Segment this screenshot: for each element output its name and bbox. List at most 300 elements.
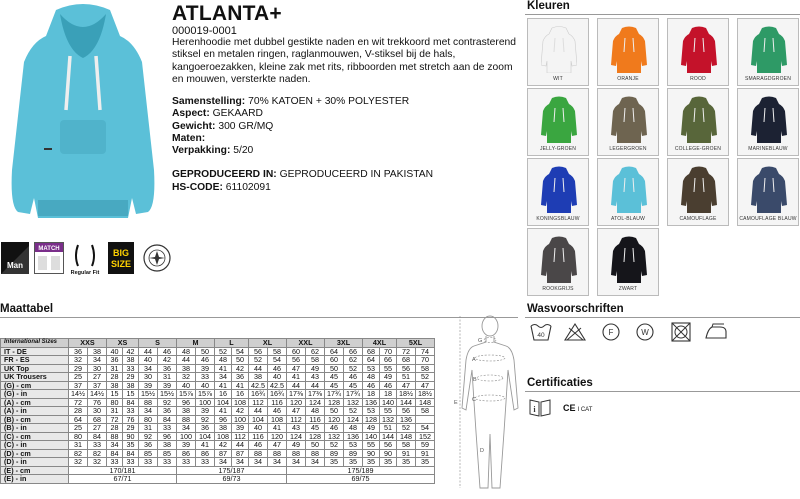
table-cell: 69/75 bbox=[287, 475, 435, 484]
table-cell: 120 bbox=[268, 432, 287, 441]
color-swatch[interactable] bbox=[667, 158, 729, 226]
table-cell: 144 bbox=[380, 432, 397, 441]
table-cell: 40 bbox=[177, 381, 196, 390]
table-cell: 58 bbox=[268, 347, 287, 356]
table-cell: 34 bbox=[306, 458, 325, 467]
size-header-cell: M bbox=[177, 339, 215, 348]
table-cell: 140 bbox=[380, 398, 397, 407]
table-cell: 15½ bbox=[139, 390, 158, 399]
hoodie-icon bbox=[541, 235, 577, 283]
table-cell: 31 bbox=[158, 373, 177, 382]
table-cell: 45 bbox=[306, 424, 325, 433]
table-cell: 35 bbox=[123, 441, 139, 450]
table-cell: 96 bbox=[215, 415, 232, 424]
table-cell: 28 bbox=[107, 424, 123, 433]
table-cell: 38 bbox=[123, 381, 139, 390]
table-cell: 42 bbox=[232, 364, 249, 373]
size-header-cell: XXS bbox=[69, 339, 107, 348]
no-tumble-dry-icon bbox=[670, 322, 692, 342]
table-cell: 48 bbox=[363, 373, 380, 382]
table-cell: 116 bbox=[268, 398, 287, 407]
table-cell: 30 bbox=[139, 373, 158, 382]
table-cell: 89 bbox=[325, 449, 344, 458]
regular-fit-badge bbox=[70, 242, 100, 274]
product-title: ATLANTA+ bbox=[172, 2, 282, 25]
table-cell: 55 bbox=[380, 407, 397, 416]
table-cell: 42.5 bbox=[268, 381, 287, 390]
table-cell: 86 bbox=[177, 449, 196, 458]
kleuren-divider bbox=[525, 14, 800, 15]
table-cell: 33 bbox=[196, 373, 215, 382]
table-cell: 104 bbox=[196, 432, 215, 441]
table-cell: 124 bbox=[287, 432, 306, 441]
row-label: UK Top bbox=[1, 364, 69, 373]
row-label: (D) - cm bbox=[1, 449, 69, 458]
table-cell: 40 bbox=[249, 424, 268, 433]
table-cell: 38 bbox=[177, 407, 196, 416]
table-cell: 38 bbox=[107, 381, 123, 390]
color-swatch[interactable] bbox=[527, 158, 589, 226]
size-table bbox=[0, 338, 435, 484]
table-cell: 80 bbox=[107, 398, 123, 407]
table-cell: 31 bbox=[107, 364, 123, 373]
swatch-label: JELLY-GROEN bbox=[539, 146, 577, 152]
table-cell: 120 bbox=[287, 398, 306, 407]
row-label: (B) - cm bbox=[1, 415, 69, 424]
spec-geproduceerd: GEPRODUCEERD IN: GEPRODUCEERD IN PAKISTAN bbox=[172, 169, 434, 181]
table-cell: 87 bbox=[215, 449, 232, 458]
table-cell: 88 bbox=[306, 449, 325, 458]
spec-aspect: Aspect: GEKAARD bbox=[172, 108, 263, 120]
svg-text:C: C bbox=[472, 397, 476, 403]
table-cell: 41 bbox=[215, 381, 232, 390]
row-label: (D) - in bbox=[1, 458, 69, 467]
table-cell: 70 bbox=[416, 356, 435, 365]
table-cell: 90 bbox=[380, 449, 397, 458]
table-cell: 50 bbox=[325, 407, 344, 416]
table-cell: 33 bbox=[123, 364, 139, 373]
table-cell: 148 bbox=[416, 398, 435, 407]
table-cell: 28 bbox=[107, 373, 123, 382]
table-cell: 87 bbox=[232, 449, 249, 458]
table-cell: 47 bbox=[287, 364, 306, 373]
table-cell: 82 bbox=[88, 449, 107, 458]
table-cell: 175/187 bbox=[177, 466, 287, 475]
table-cell: 18½ bbox=[416, 390, 435, 399]
hoodie-icon bbox=[751, 165, 787, 213]
table-cell: 46 bbox=[196, 356, 215, 365]
table-cell: 31 bbox=[69, 441, 88, 450]
table-cell: 44 bbox=[177, 356, 196, 365]
spec-maten: Maten: bbox=[172, 132, 206, 144]
table-cell: 48 bbox=[177, 347, 196, 356]
table-cell: 88 bbox=[287, 449, 306, 458]
table-cell: 52 bbox=[344, 364, 363, 373]
table-cell: 38 bbox=[177, 364, 196, 373]
table-cell: 108 bbox=[232, 398, 249, 407]
table-cell: 44 bbox=[249, 364, 268, 373]
color-swatch[interactable] bbox=[597, 158, 659, 226]
svg-text:W: W bbox=[641, 328, 649, 337]
table-cell: 132 bbox=[325, 432, 344, 441]
table-cell: 50 bbox=[196, 347, 215, 356]
big-size-badge bbox=[108, 242, 134, 274]
color-swatch[interactable] bbox=[737, 88, 799, 156]
table-cell: 58 bbox=[306, 356, 325, 365]
table-cell: 51 bbox=[397, 373, 416, 382]
kleuren-title: Kleuren bbox=[527, 0, 570, 12]
table-cell: 152 bbox=[416, 432, 435, 441]
row-label: (C) - in bbox=[1, 441, 69, 450]
table-cell: 35 bbox=[363, 458, 380, 467]
hoodie-icon bbox=[751, 95, 787, 143]
table-cell: 84 bbox=[123, 449, 139, 458]
table-cell: 140 bbox=[363, 432, 380, 441]
table-cell: 46 bbox=[325, 424, 344, 433]
table-cell: 42 bbox=[215, 441, 232, 450]
table-cell: 62 bbox=[344, 356, 363, 365]
table-cell: 30 bbox=[88, 364, 107, 373]
table-cell: 34 bbox=[249, 458, 268, 467]
table-cell: 46 bbox=[249, 441, 268, 450]
table-cell: 86 bbox=[196, 449, 215, 458]
table-cell: 92 bbox=[139, 432, 158, 441]
table-cell: 47 bbox=[287, 407, 306, 416]
table-cell: 46 bbox=[268, 364, 287, 373]
table-cell: 41 bbox=[215, 364, 232, 373]
row-label: (A) - in bbox=[1, 407, 69, 416]
dryclean-f-icon bbox=[600, 322, 622, 342]
table-cell: 15 bbox=[123, 390, 139, 399]
table-cell: 116 bbox=[306, 415, 325, 424]
table-cell: 76 bbox=[123, 415, 139, 424]
table-cell: 53 bbox=[363, 364, 380, 373]
wasvoorschriften-title: Wasvoorschriften bbox=[527, 303, 624, 315]
color-swatch[interactable] bbox=[597, 88, 659, 156]
table-cell: 64 bbox=[69, 415, 88, 424]
table-cell: 25 bbox=[69, 424, 88, 433]
table-cell: 39 bbox=[139, 381, 158, 390]
color-swatch[interactable] bbox=[667, 18, 729, 86]
table-cell: 27 bbox=[88, 373, 107, 382]
svg-text:MATCH: MATCH bbox=[38, 246, 60, 252]
table-cell: 124 bbox=[306, 398, 325, 407]
table-cell: 41 bbox=[268, 424, 287, 433]
table-cell: 112 bbox=[232, 432, 249, 441]
table-cell: 48 bbox=[344, 424, 363, 433]
table-cell: 40 bbox=[268, 373, 287, 382]
color-swatch[interactable] bbox=[737, 18, 799, 86]
table-cell: 14½ bbox=[88, 390, 107, 399]
table-cell: 175/189 bbox=[287, 466, 435, 475]
svg-text:Man: Man bbox=[7, 261, 23, 270]
table-cell: 112 bbox=[287, 415, 306, 424]
swatch-label: LEGERGROEN bbox=[609, 146, 647, 152]
table-cell: 54 bbox=[268, 356, 287, 365]
row-label: (A) - cm bbox=[1, 398, 69, 407]
table-row bbox=[1, 424, 435, 433]
table-cell: 52 bbox=[416, 373, 435, 382]
table-cell: 90 bbox=[123, 432, 139, 441]
swatch-label: COLLEGE-GROEN bbox=[674, 146, 722, 152]
table-cell: 35 bbox=[380, 458, 397, 467]
table-cell: 52 bbox=[215, 347, 232, 356]
table-cell: 33 bbox=[123, 458, 139, 467]
table-cell: 38 bbox=[158, 441, 177, 450]
table-cell: 62 bbox=[306, 347, 325, 356]
certificaties-divider bbox=[525, 391, 800, 392]
info-book-icon bbox=[529, 397, 551, 417]
swatch-label: KONINGSBLAUW bbox=[536, 216, 580, 222]
table-cell: 40 bbox=[196, 381, 215, 390]
table-cell: 49 bbox=[287, 441, 306, 450]
table-cell: 88 bbox=[107, 432, 123, 441]
table-cell: 25 bbox=[69, 373, 88, 382]
table-row bbox=[1, 373, 435, 382]
table-cell: 42.5 bbox=[249, 381, 268, 390]
table-cell: 17⅜ bbox=[287, 390, 306, 399]
table-cell: 90 bbox=[363, 449, 380, 458]
seal-icon bbox=[142, 242, 172, 274]
size-header-cell: 5XL bbox=[397, 339, 435, 348]
svg-text:E: E bbox=[454, 400, 458, 406]
table-cell: 37 bbox=[69, 381, 88, 390]
color-swatch[interactable] bbox=[597, 228, 659, 296]
table-cell: 72 bbox=[397, 347, 416, 356]
body-diagram bbox=[452, 312, 522, 494]
table-cell: 18 bbox=[380, 390, 397, 399]
table-cell: 39 bbox=[196, 407, 215, 416]
table-cell: 14½ bbox=[69, 390, 88, 399]
certificaties-title: Certificaties bbox=[527, 377, 593, 389]
table-cell: 100 bbox=[196, 398, 215, 407]
table-cell: 35 bbox=[344, 458, 363, 467]
size-header-label: International Sizes bbox=[1, 339, 69, 348]
spec-samenstelling: Samenstelling: 70% KATOEN + 30% POLYESTER bbox=[172, 96, 410, 107]
table-cell: 132 bbox=[344, 398, 363, 407]
table-cell: 68 bbox=[88, 415, 107, 424]
wasvoorschriften-divider bbox=[525, 317, 800, 318]
table-cell: 34 bbox=[215, 458, 232, 467]
table-cell: 52 bbox=[344, 407, 363, 416]
table-cell: 59 bbox=[416, 441, 435, 450]
row-label: (G) - in bbox=[1, 390, 69, 399]
table-cell: 68 bbox=[363, 347, 380, 356]
hoodie-icon bbox=[681, 95, 717, 143]
swatch-label: ORANJE bbox=[617, 76, 639, 82]
table-cell: 34 bbox=[268, 458, 287, 467]
table-cell: 52 bbox=[325, 441, 344, 450]
color-swatch[interactable] bbox=[737, 158, 799, 226]
table-cell: 170/181 bbox=[69, 466, 177, 475]
size-header-cell: XXL bbox=[287, 339, 325, 348]
table-cell: 47 bbox=[416, 381, 435, 390]
swatch-label: WIT bbox=[553, 76, 563, 82]
svg-text:F: F bbox=[608, 328, 614, 337]
table-cell: 116 bbox=[249, 432, 268, 441]
ce-mark: CE I CAT bbox=[563, 403, 593, 413]
table-cell: 66 bbox=[344, 347, 363, 356]
table-cell: 72 bbox=[107, 415, 123, 424]
color-swatch[interactable] bbox=[597, 18, 659, 86]
svg-text:B: B bbox=[473, 377, 477, 383]
table-cell: 44 bbox=[306, 381, 325, 390]
table-cell: 41 bbox=[215, 407, 232, 416]
table-cell: 91 bbox=[397, 449, 416, 458]
row-label: (E) - cm bbox=[1, 466, 69, 475]
svg-text:i: i bbox=[533, 405, 536, 414]
table-cell: 48 bbox=[306, 407, 325, 416]
table-cell: 132 bbox=[380, 415, 397, 424]
table-cell: 136 bbox=[397, 415, 416, 424]
table-cell: 56 bbox=[380, 441, 397, 450]
spec-verpakking: Verpakking: 5/20 bbox=[172, 145, 254, 157]
table-cell: 55 bbox=[380, 364, 397, 373]
table-cell: 54 bbox=[232, 347, 249, 356]
table-cell: 32 bbox=[69, 356, 88, 365]
row-label: (B) - in bbox=[1, 424, 69, 433]
table-cell: 41 bbox=[196, 441, 215, 450]
table-cell: 29 bbox=[123, 373, 139, 382]
hoodie-icon bbox=[611, 235, 647, 283]
swatch-label: ATOL-BLAUW bbox=[610, 216, 646, 222]
table-cell: 35 bbox=[416, 458, 435, 467]
table-cell: 31 bbox=[139, 424, 158, 433]
table-cell: 88 bbox=[177, 415, 196, 424]
table-cell: 46 bbox=[363, 381, 380, 390]
table-cell: 42 bbox=[158, 356, 177, 365]
row-label: FR - ES bbox=[1, 356, 69, 365]
table-cell: 42 bbox=[232, 407, 249, 416]
table-cell: 124 bbox=[344, 415, 363, 424]
table-cell: 39 bbox=[177, 441, 196, 450]
table-cell: 49 bbox=[363, 424, 380, 433]
size-header-cell: XL bbox=[249, 339, 287, 348]
table-cell: 38 bbox=[215, 424, 232, 433]
table-row bbox=[1, 356, 435, 365]
table-cell: 36 bbox=[107, 356, 123, 365]
table-cell: 128 bbox=[306, 432, 325, 441]
svg-text:BIG: BIG bbox=[112, 248, 130, 258]
table-cell: 136 bbox=[363, 398, 380, 407]
table-cell: 15 bbox=[107, 390, 123, 399]
size-header-cell: 4XL bbox=[363, 339, 397, 348]
table-cell: 34 bbox=[287, 458, 306, 467]
table-cell: 49 bbox=[306, 364, 325, 373]
hoodie-icon bbox=[611, 165, 647, 213]
hoodie-icon bbox=[611, 95, 647, 143]
color-swatch[interactable] bbox=[527, 228, 589, 296]
size-header-cell: XS bbox=[107, 339, 139, 348]
hoodie-icon bbox=[541, 165, 577, 213]
wetclean-w-icon bbox=[634, 322, 656, 342]
table-cell: 92 bbox=[158, 398, 177, 407]
table-cell: 76 bbox=[88, 398, 107, 407]
table-cell: 44 bbox=[249, 407, 268, 416]
table-cell: 120 bbox=[325, 415, 344, 424]
table-cell: 34 bbox=[88, 356, 107, 365]
product-specs bbox=[172, 96, 433, 194]
table-cell: 144 bbox=[397, 398, 416, 407]
table-cell: 112 bbox=[249, 398, 268, 407]
table-cell: 84 bbox=[123, 398, 139, 407]
table-cell: 29 bbox=[123, 424, 139, 433]
table-cell: 88 bbox=[268, 449, 287, 458]
table-cell: 16¾ bbox=[249, 390, 268, 399]
table-cell: 40 bbox=[107, 347, 123, 356]
table-cell: 46 bbox=[268, 407, 287, 416]
table-cell: 46 bbox=[158, 347, 177, 356]
table-cell: 32 bbox=[69, 458, 88, 467]
table-cell: 46 bbox=[380, 381, 397, 390]
table-cell: 15⅞ bbox=[196, 390, 215, 399]
color-swatch[interactable] bbox=[527, 18, 589, 86]
table-cell: 16 bbox=[215, 390, 232, 399]
table-cell: 82 bbox=[69, 449, 88, 458]
table-cell: 44 bbox=[232, 441, 249, 450]
table-cell: 74 bbox=[416, 347, 435, 356]
table-cell: 30 bbox=[88, 407, 107, 416]
table-cell: 34 bbox=[139, 407, 158, 416]
svg-text:G: G bbox=[478, 338, 483, 344]
color-swatch[interactable] bbox=[667, 88, 729, 156]
size-header-row bbox=[1, 339, 435, 348]
table-cell: 34 bbox=[177, 424, 196, 433]
table-cell: 84 bbox=[107, 449, 123, 458]
table-cell: 49 bbox=[380, 373, 397, 382]
table-cell: 32 bbox=[177, 373, 196, 382]
table-cell: 96 bbox=[177, 398, 196, 407]
table-cell: 47 bbox=[268, 441, 287, 450]
table-cell: 41 bbox=[287, 373, 306, 382]
table-cell: 33 bbox=[107, 458, 123, 467]
table-cell: 58 bbox=[416, 407, 435, 416]
table-cell: 32 bbox=[88, 458, 107, 467]
table-cell: 34 bbox=[139, 364, 158, 373]
swatch-label: CAMOUFLAGE BLAUW bbox=[739, 216, 797, 222]
table-cell: 46 bbox=[344, 373, 363, 382]
table-cell: 92 bbox=[196, 415, 215, 424]
size-header-cell: S bbox=[139, 339, 177, 348]
table-cell: 47 bbox=[397, 381, 416, 390]
table-cell: 48 bbox=[215, 356, 232, 365]
table-cell: 50 bbox=[306, 441, 325, 450]
table-cell: 39 bbox=[158, 381, 177, 390]
color-swatch[interactable] bbox=[527, 88, 589, 156]
table-cell: 51 bbox=[380, 424, 397, 433]
row-label: (G) - cm bbox=[1, 381, 69, 390]
table-cell: 43 bbox=[306, 373, 325, 382]
spec-hscode: HS-CODE: 61102091 bbox=[172, 181, 271, 193]
hoodie-icon bbox=[541, 25, 577, 73]
table-cell: 50 bbox=[232, 356, 249, 365]
svg-text:A: A bbox=[472, 357, 476, 363]
svg-text:SIZE: SIZE bbox=[110, 259, 132, 269]
table-cell: 38 bbox=[123, 356, 139, 365]
table-row bbox=[1, 390, 435, 399]
table-cell: 53 bbox=[344, 441, 363, 450]
table-cell: 70 bbox=[380, 347, 397, 356]
size-header-cell: 3XL bbox=[325, 339, 363, 348]
table-cell: 67/71 bbox=[69, 475, 177, 484]
hoodie-icon bbox=[681, 165, 717, 213]
table-cell: 29 bbox=[69, 364, 88, 373]
table-cell: 36 bbox=[69, 347, 88, 356]
table-cell: 60 bbox=[325, 356, 344, 365]
table-cell: 41 bbox=[232, 381, 249, 390]
table-cell: 58 bbox=[416, 364, 435, 373]
table-cell: 56 bbox=[287, 356, 306, 365]
